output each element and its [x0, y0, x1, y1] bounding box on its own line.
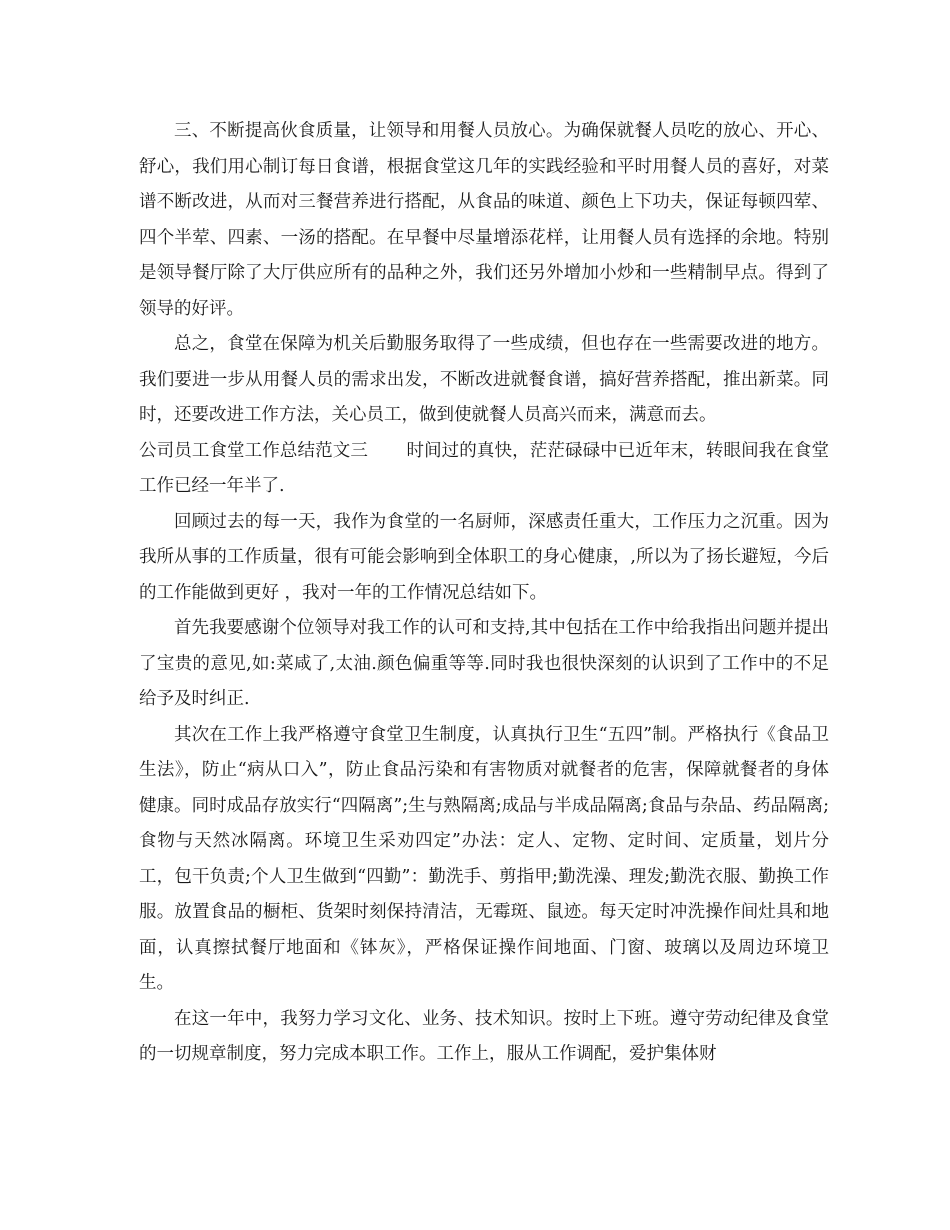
document-body	[139, 114, 829, 1073]
paragraph-thanks: 首先我要感谢个位领导对我工作的认可和支持,其中包括在工作中给我指出问题并提出了宝贵的意见,如:菜咸了,太油.颜色偏重等等.同时我也很快深刻的认识到了工作中的不足给予及时纠正.	[139, 618, 829, 709]
paragraph-hygiene: 其次在工作上我严格遵守食堂卫生制度，认真执行卫生“五四”制。严格执行《食品卫生法》，防止“病从口入”，防止食品污染和有害物质对就餐者的危害，保障就餐者的身体健康。同时成品存放实行“四隔离”;生与熟隔离;成品与半成品隔离;食品与杂品、药品隔离;食物与天然冰隔离。环境卫生采劝四定”办法：定人、定物、定时间、定质量，划片分工，包干负责;个人卫生做到“四勤”：勤洗手、剪指甲;勤洗澡、理发;勤洗衣服、勤换工作服。放置食品的橱柜、货架时刻保持清洁，无霉斑、鼠迹。每天定时冲洗操作间灶具和地面，认真擦拭餐厅地面和《钵灰》，严格保证操作间地面、门窗、玻璃以及周边环境卫生。	[139, 724, 829, 993]
paragraph-summary: 总之，食堂在保障为机关后勤服务取得了一些成绩，但也存在一些需要改进的地方。我们要进一步从用餐人员的需求出发，不断改进就餐食谱，搞好营养搭配，推出新菜。同时，还要改进工作方法，关心员工，做到使就餐人员高兴而来，满意而去。	[139, 334, 829, 425]
section-title: 公司员工食堂工作总结范文三	[139, 440, 368, 461]
section-heading-line	[139, 434, 829, 505]
paragraph-review: 回顾过去的每一天，我作为食堂的一名厨师，深感责任重大，工作压力之沉重。因为我所从事的工作质量，很有可能会影响到全体职工的身心健康，,所以为了扬长避短，今后的工作能做到更好 ，我对一年的工作情况总结如下。	[139, 511, 829, 603]
paragraph-study: 在这一年中，我努力学习文化、业务、技术知识。按时上下班。遵守劳动纪律及食堂的一切规章制度，努力完成本职工作。工作上，服从工作调配，爱护集体财	[139, 1008, 829, 1064]
section-intro: 时间过的真快，茫茫碌碌中已近年末，转眼间我在食堂工作已经一年半了.	[139, 440, 830, 496]
paragraph-quality: 三、不断提高伙食质量，让领导和用餐人员放心。为确保就餐人员吃的放心、开心、舒心，我们用心制订每日食谱，根据食堂这几年的实践经验和平时用餐人员的喜好，对菜谱不断改进，从而对三餐营养进行搭配，从食品的味道、颜色上下功夫，保证每顿四荤、四个半荤、四素、一汤的搭配。在早餐中尽量增添花样，让用餐人员有选择的余地。特别是领导餐厅除了大厅供应所有的品种之外，我们还另外增加小炒和一些精制早点。得到了领导的好评。	[139, 121, 829, 319]
